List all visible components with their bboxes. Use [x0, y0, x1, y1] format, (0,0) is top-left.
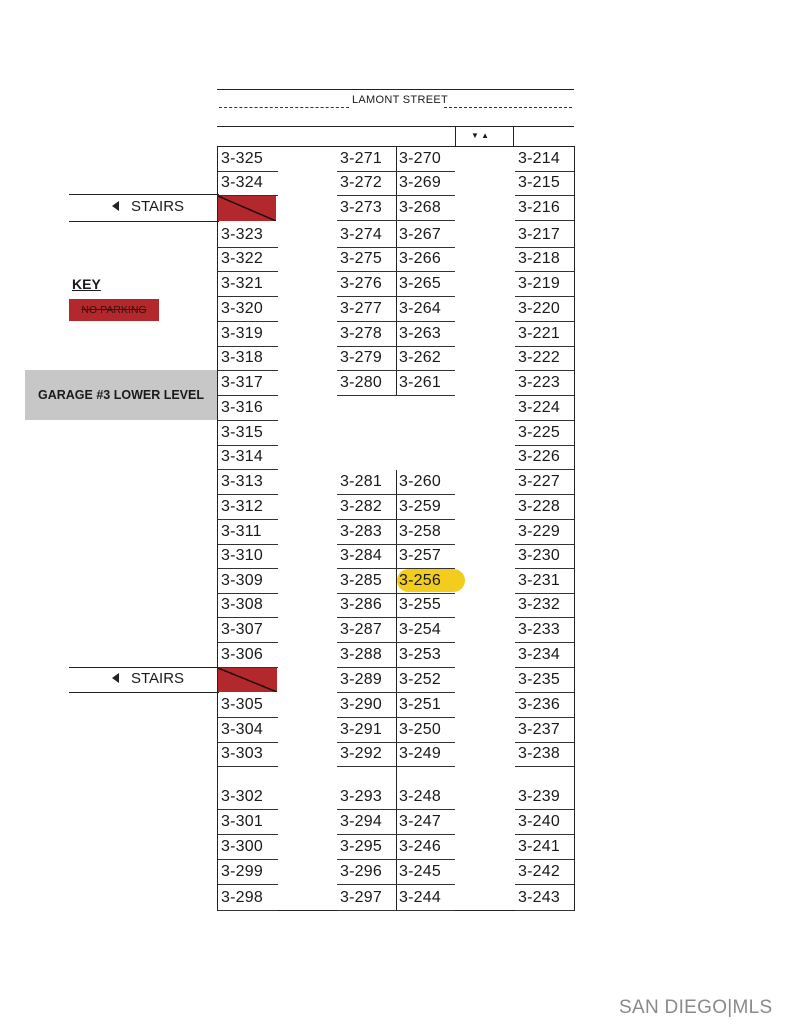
stall-divider [515, 395, 574, 396]
stall-divider [337, 519, 397, 520]
stall-3-233: 3-233 [518, 621, 560, 638]
stall-divider [218, 884, 278, 885]
stall-divider [397, 296, 455, 297]
stall-divider [397, 195, 455, 196]
stall-divider [397, 321, 455, 322]
stall-3-250: 3-250 [399, 721, 441, 738]
stall-divider [337, 370, 397, 371]
stall-3-245: 3-245 [399, 863, 441, 880]
stall-3-218: 3-218 [518, 250, 560, 267]
stairs-upper-bottom-line [69, 221, 219, 222]
stall-3-222: 3-222 [518, 349, 560, 366]
stall-divider [397, 834, 455, 835]
stall-3-228: 3-228 [518, 498, 560, 515]
stall-3-302: 3-302 [221, 788, 263, 805]
stall-3-307: 3-307 [221, 621, 263, 638]
stall-3-256: 3-256 [399, 572, 441, 589]
stall-divider [515, 568, 574, 569]
stall-divider [337, 296, 397, 297]
stall-divider [337, 568, 397, 569]
stall-3-321: 3-321 [221, 275, 263, 292]
stall-divider [397, 220, 455, 221]
stall-3-285: 3-285 [340, 572, 382, 589]
stall-divider [515, 692, 574, 693]
stall-divider [515, 370, 574, 371]
stall-divider [515, 593, 574, 594]
stall-divider [397, 642, 455, 643]
garage-right-border [574, 146, 575, 910]
stall-divider [397, 171, 455, 172]
stall-3-266: 3-266 [399, 250, 441, 267]
stall-divider [515, 346, 574, 347]
stall-3-276: 3-276 [340, 275, 382, 292]
stall-3-268: 3-268 [399, 199, 441, 216]
stall-3-214: 3-214 [518, 150, 560, 167]
stall-3-311: 3-311 [221, 523, 262, 540]
stall-divider [218, 395, 278, 396]
stall-3-288: 3-288 [340, 646, 382, 663]
stall-3-289: 3-289 [340, 671, 382, 688]
stall-divider [397, 593, 455, 594]
stall-divider [218, 171, 278, 172]
street-centerline-left [219, 107, 349, 108]
stall-divider [515, 884, 574, 885]
arrow-left-icon [112, 673, 119, 683]
stall-divider [218, 617, 278, 618]
stall-divider [337, 809, 397, 810]
stairs-lower [112, 670, 184, 688]
stall-3-231: 3-231 [518, 572, 560, 589]
stall-3-219: 3-219 [518, 275, 560, 292]
stall-divider [218, 717, 278, 718]
stall-divider [218, 809, 278, 810]
stall-3-244: 3-244 [399, 889, 441, 906]
stall-divider [397, 692, 455, 693]
stall-divider [218, 544, 278, 545]
stall-3-278: 3-278 [340, 325, 382, 342]
stall-divider [397, 742, 455, 743]
stall-divider [515, 420, 574, 421]
stall-divider [218, 834, 278, 835]
stairs-upper-label: STAIRS [131, 198, 185, 215]
stall-3-258: 3-258 [399, 523, 441, 540]
stall-divider [337, 220, 397, 221]
stall-3-215: 3-215 [518, 174, 560, 191]
stall-3-295: 3-295 [340, 838, 382, 855]
stall-divider [218, 742, 278, 743]
stall-divider [337, 859, 397, 860]
stall-divider [397, 884, 455, 885]
stall-3-283: 3-283 [340, 523, 382, 540]
stall-3-279: 3-279 [340, 349, 382, 366]
stall-divider [337, 642, 397, 643]
stall-divider [218, 271, 278, 272]
stall-divider [218, 766, 278, 767]
stall-divider [515, 171, 574, 172]
stall-divider [218, 321, 278, 322]
stall-3-240: 3-240 [518, 813, 560, 830]
stall-3-272: 3-272 [340, 174, 382, 191]
stall-3-317: 3-317 [221, 374, 263, 391]
stall-3-282: 3-282 [340, 498, 382, 515]
arrow-left-icon [112, 201, 119, 211]
stall-3-227: 3-227 [518, 473, 560, 490]
stall-3-254: 3-254 [399, 621, 441, 638]
stall-divider [397, 910, 455, 911]
stall-3-224: 3-224 [518, 399, 560, 416]
stall-3-265: 3-265 [399, 275, 441, 292]
entry-box-left [455, 127, 456, 147]
stall-3-280: 3-280 [340, 374, 382, 391]
stall-divider [515, 469, 574, 470]
stall-divider [515, 544, 574, 545]
stall-divider [337, 884, 397, 885]
key-no-parking-label: NO PARKING [81, 304, 147, 316]
stall-divider [397, 717, 455, 718]
stall-3-241: 3-241 [518, 838, 560, 855]
stairs-lower-top-line [69, 667, 219, 668]
stall-3-263: 3-263 [399, 325, 441, 342]
stall-divider [337, 617, 397, 618]
stall-divider [337, 247, 397, 248]
stairs-upper-top-line [69, 194, 219, 195]
stall-3-300: 3-300 [221, 838, 263, 855]
stall-divider [515, 667, 574, 668]
stall-divider [337, 742, 397, 743]
key-no-parking-swatch [69, 299, 159, 321]
stall-divider [515, 247, 574, 248]
stall-3-253: 3-253 [399, 646, 441, 663]
key-title: KEY [72, 276, 101, 292]
stall-3-248: 3-248 [399, 788, 441, 805]
stall-divider [337, 494, 397, 495]
stall-3-234: 3-234 [518, 646, 560, 663]
stall-3-310: 3-310 [221, 547, 263, 564]
stall-3-308: 3-308 [221, 596, 263, 613]
stall-divider [397, 271, 455, 272]
stall-3-315: 3-315 [221, 424, 263, 441]
stall-3-320: 3-320 [221, 300, 263, 317]
stall-3-313: 3-313 [221, 473, 263, 490]
stall-divider [218, 859, 278, 860]
stall-3-277: 3-277 [340, 300, 382, 317]
stall-3-264: 3-264 [399, 300, 441, 317]
stall-divider [515, 742, 574, 743]
stall-divider [515, 717, 574, 718]
stall-divider [515, 296, 574, 297]
stall-3-261: 3-261 [399, 374, 441, 391]
stall-3-242: 3-242 [518, 863, 560, 880]
stall-divider [515, 617, 574, 618]
stall-3-226: 3-226 [518, 448, 560, 465]
stall-divider [218, 420, 278, 421]
stall-3-286: 3-286 [340, 596, 382, 613]
stall-divider [515, 910, 574, 911]
stall-3-269: 3-269 [399, 174, 441, 191]
stall-3-259: 3-259 [399, 498, 441, 515]
stall-divider [337, 593, 397, 594]
stall-3-284: 3-284 [340, 547, 382, 564]
stall-3-251: 3-251 [399, 696, 441, 713]
stall-3-322: 3-322 [221, 250, 263, 267]
stall-divider [397, 494, 455, 495]
stall-divider [337, 544, 397, 545]
stall-3-316: 3-316 [221, 399, 263, 416]
stall-divider [515, 519, 574, 520]
garage-left-border [217, 146, 218, 910]
stall-3-293: 3-293 [340, 788, 382, 805]
stall-divider [218, 247, 278, 248]
stall-3-229: 3-229 [518, 523, 560, 540]
stall-divider [515, 642, 574, 643]
stall-3-275: 3-275 [340, 250, 382, 267]
stall-divider [515, 494, 574, 495]
stall-3-306: 3-306 [221, 646, 263, 663]
stall-3-238: 3-238 [518, 745, 560, 762]
stall-divider [337, 195, 397, 196]
stall-divider [218, 346, 278, 347]
stall-3-309: 3-309 [221, 572, 263, 589]
stall-3-303: 3-303 [221, 745, 263, 762]
stall-3-301: 3-301 [221, 813, 263, 830]
stall-3-267: 3-267 [399, 226, 441, 243]
street-top-line [217, 89, 574, 90]
stall-divider [515, 195, 574, 196]
stall-3-246: 3-246 [399, 838, 441, 855]
stall-divider [515, 321, 574, 322]
stall-divider [337, 395, 397, 396]
stall-3-230: 3-230 [518, 547, 560, 564]
stall-3-298: 3-298 [221, 889, 263, 906]
stall-divider [515, 220, 574, 221]
stall-divider [515, 859, 574, 860]
stall-3-216: 3-216 [518, 199, 560, 216]
street-name: LAMONT STREET [352, 94, 448, 106]
stall-3-257: 3-257 [399, 547, 441, 564]
stall-3-243: 3-243 [518, 889, 560, 906]
stall-divider [337, 346, 397, 347]
stall-3-318: 3-318 [221, 349, 263, 366]
stall-divider [397, 346, 455, 347]
stall-3-239: 3-239 [518, 788, 560, 805]
stall-3-290: 3-290 [340, 696, 382, 713]
stall-divider [397, 519, 455, 520]
stall-3-247: 3-247 [399, 813, 441, 830]
stall-3-305: 3-305 [221, 696, 263, 713]
stall-divider [515, 809, 574, 810]
stall-divider [218, 593, 278, 594]
stall-divider [397, 568, 455, 569]
stall-3-287: 3-287 [340, 621, 382, 638]
stall-divider [218, 370, 278, 371]
stall-divider [397, 859, 455, 860]
stall-divider [218, 494, 278, 495]
stall-3-221: 3-221 [518, 325, 560, 342]
stall-3-297: 3-297 [340, 889, 382, 906]
stall-divider [515, 766, 574, 767]
stall-divider [218, 469, 278, 470]
stall-3-223: 3-223 [518, 374, 560, 391]
garage-level-label: GARAGE #3 LOWER LEVEL [25, 370, 217, 420]
stall-divider [397, 370, 455, 371]
stall-divider [218, 667, 278, 668]
stall-divider [337, 834, 397, 835]
stall-3-260: 3-260 [399, 473, 441, 490]
stall-divider [397, 667, 455, 668]
entry-flow-arrows-icon: ▼ ▲ [471, 131, 490, 140]
stall-3-252: 3-252 [399, 671, 441, 688]
entry-box-right [513, 127, 514, 147]
stall-3-236: 3-236 [518, 696, 560, 713]
stall-divider [218, 642, 278, 643]
stall-divider [515, 271, 574, 272]
stall-3-217: 3-217 [518, 226, 560, 243]
no-parking-block-upper [218, 196, 276, 221]
stall-divider [397, 247, 455, 248]
stall-3-291: 3-291 [340, 721, 382, 738]
stall-3-237: 3-237 [518, 721, 560, 738]
stairs-lower-label: STAIRS [131, 670, 185, 687]
stall-divider [337, 667, 397, 668]
stall-3-296: 3-296 [340, 863, 382, 880]
stairs-upper [112, 198, 184, 216]
stall-divider [515, 834, 574, 835]
stall-divider [397, 766, 455, 767]
stall-divider [218, 195, 278, 196]
stall-divider [337, 910, 397, 911]
stall-3-225: 3-225 [518, 424, 560, 441]
stall-3-299: 3-299 [221, 863, 263, 880]
stall-divider [337, 271, 397, 272]
stall-3-255: 3-255 [399, 596, 441, 613]
stall-divider [337, 321, 397, 322]
stall-3-314: 3-314 [221, 448, 263, 465]
stall-divider [397, 617, 455, 618]
street-centerline-right [444, 107, 572, 108]
stall-divider [337, 171, 397, 172]
stall-3-292: 3-292 [340, 745, 382, 762]
center-divider-lower [396, 470, 397, 910]
stall-divider [218, 568, 278, 569]
stall-3-273: 3-273 [340, 199, 382, 216]
stall-divider [515, 445, 574, 446]
stall-3-235: 3-235 [518, 671, 560, 688]
stall-divider [337, 692, 397, 693]
stall-divider [397, 544, 455, 545]
stall-divider [397, 809, 455, 810]
stall-divider [218, 910, 278, 911]
stall-3-249: 3-249 [399, 745, 441, 762]
mls-watermark: SAN DIEGO|MLS [619, 997, 773, 1018]
stall-3-304: 3-304 [221, 721, 263, 738]
stall-3-325: 3-325 [221, 150, 263, 167]
stall-divider [218, 519, 278, 520]
stall-3-324: 3-324 [221, 174, 263, 191]
stall-3-274: 3-274 [340, 226, 382, 243]
stall-divider [218, 296, 278, 297]
stairs-lower-bottom-line [69, 692, 219, 693]
stall-3-270: 3-270 [399, 150, 441, 167]
stall-3-281: 3-281 [340, 473, 382, 490]
no-parking-block-lower [218, 668, 277, 692]
stall-divider [397, 395, 455, 396]
stall-3-312: 3-312 [221, 498, 263, 515]
garage-entry-line [217, 126, 574, 127]
stall-3-271: 3-271 [340, 150, 382, 167]
stall-divider [218, 445, 278, 446]
stall-divider [337, 717, 397, 718]
stall-3-262: 3-262 [399, 349, 441, 366]
stall-3-220: 3-220 [518, 300, 560, 317]
stall-3-232: 3-232 [518, 596, 560, 613]
stall-divider [337, 766, 397, 767]
stall-3-323: 3-323 [221, 226, 263, 243]
stall-3-319: 3-319 [221, 325, 263, 342]
stall-3-294: 3-294 [340, 813, 382, 830]
